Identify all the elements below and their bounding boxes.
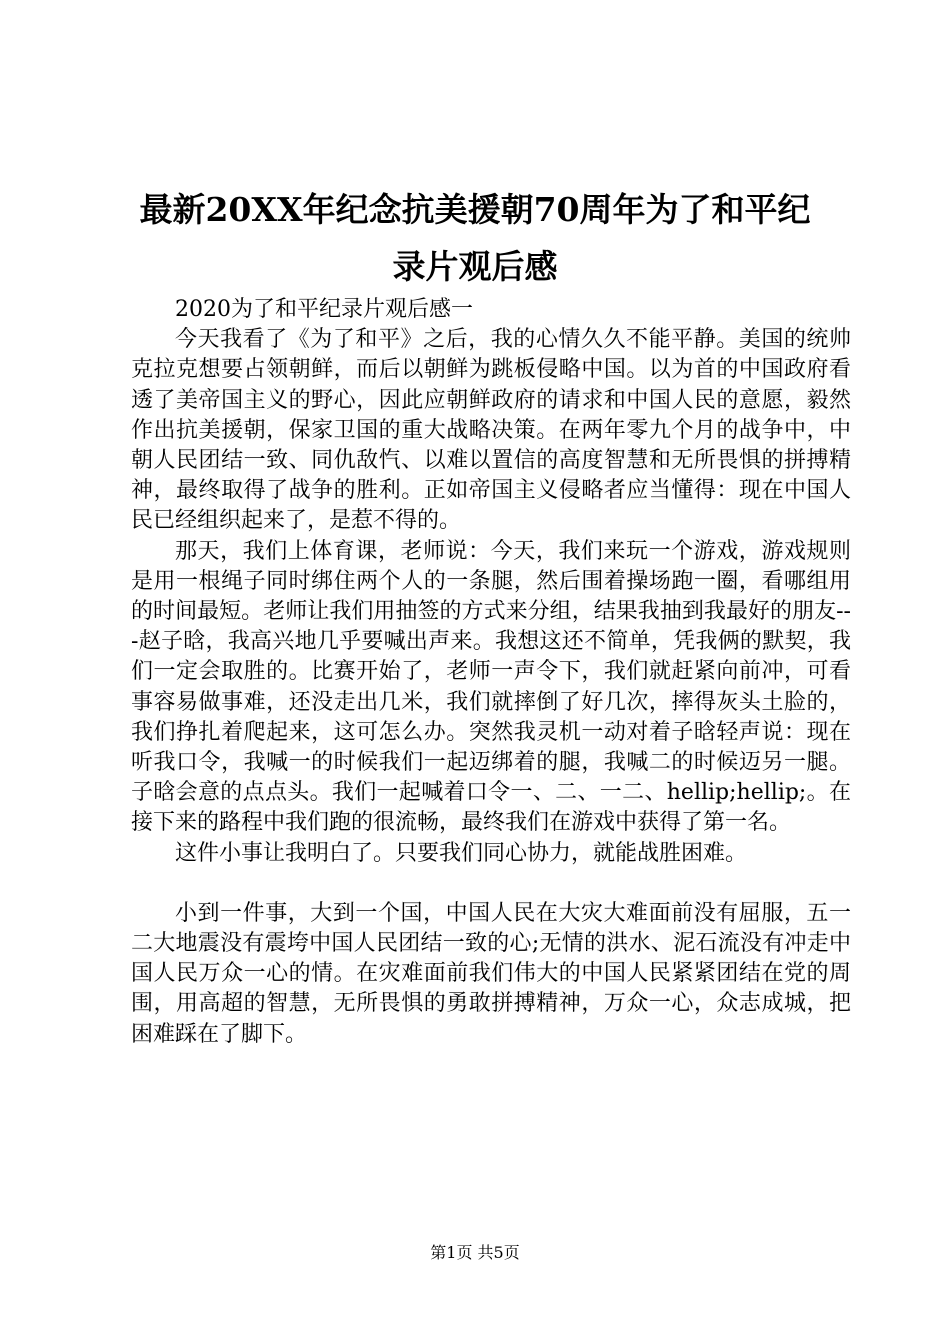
paragraph: 小到一件事，大到一个国，中国人民在大灾大难面前没有屈服，五一二大地震没有震垮中国人民团结一致的心;无情的洪水、泥石流没有冲走中国人民万众一心的情。在灾难面前我们伟大的中国人民紧紧团结在党的周围，用高超的智慧，无所畏惧的勇敢拼搏精神，万众一心，众志成城，把困难踩在了脚下。 — [131, 900, 851, 1047]
paragraph-subtitle: 2020为了和平纪录片观后感一 — [175, 297, 473, 322]
paragraph: 今天我看了《为了和平》之后，我的心情久久不能平静。美国的统帅克拉克想要占领朝鲜，而后以朝鲜为跳板侵略中国。以为首的中国政府看透了美帝国主义的野心，因此应朝鲜政府的请求和中国人民的意愿，毅然作出抗美援朝，保家卫国的重大战略决策。在两年零九个月的战争中，中朝人民团结一致、同仇敌忾、以难以置信的高度智慧和无所畏惧的拼搏精神，最终取得了战争的胜利。正如帝国主义侵略者应当懂得：现在中国人民已经组织起来了，是惹不得的。 — [131, 327, 851, 534]
document-title-line-1: 最新20XX年纪念抗美援朝70周年为了和平纪 — [139, 190, 811, 229]
document-body — [131, 295, 851, 1050]
page-footer: 第1页 共5页 — [430, 1243, 520, 1262]
document-title-line-2: 录片观后感 — [392, 247, 558, 286]
paragraph: 这件小事让我明白了。只要我们同心协力，就能战胜困难。 — [175, 840, 748, 866]
paragraph: 那天，我们上体育课，老师说：今天，我们来玩一个游戏，游戏规则是用一根绳子同时绑住两个人的一条腿，然后围着操场跑一圈，看哪组用的时间最短。老师让我们用抽签的方式来分组，结果我抽到我最好的朋友---赵子晗，我高兴地几乎要喊出声来。我想这还不简单，凭我俩的默契，我们一定会取胜的。比赛开始了，老师一声令下，我们就赶紧向前冲，可看事容易做事难，还没走出几米，我们就摔倒了好几次，摔得灰头土脸的，我们挣扎着爬起来，这可怎么办。突然我灵机一动对着子晗轻声说：现在听我口令，我喊一的时候我们一起迈绑着的腿，我喊二的时候迈另一腿。子晗会意的点点头。我们一起喊着口令一、二、一二、hellip;hellip;。在接下来的路程中我们跑的很流畅，最终我们在游戏中获得了第一名。 — [131, 538, 851, 836]
